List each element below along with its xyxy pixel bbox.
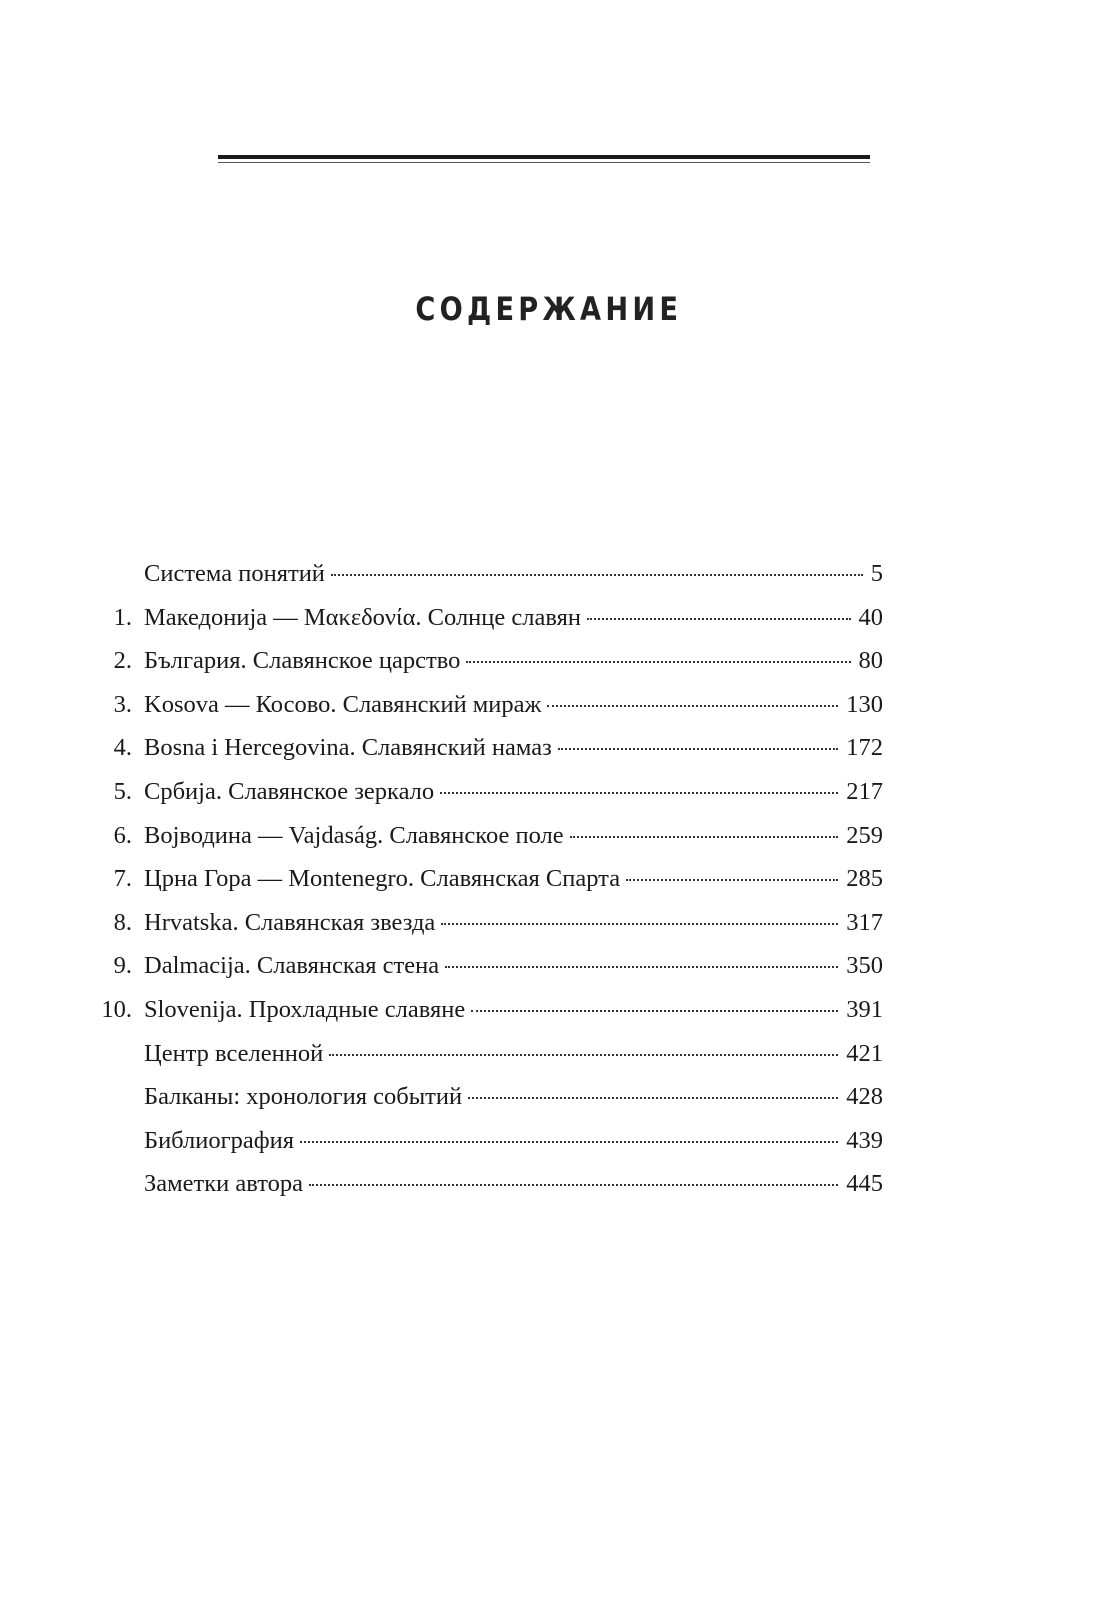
dot-leader bbox=[570, 836, 839, 838]
toc-entry-title: България. Славянское царство bbox=[144, 647, 461, 675]
toc-entry-page: 259 bbox=[846, 821, 883, 849]
toc-entry-title: Система понятий bbox=[144, 560, 325, 587]
toc-entry-page: 217 bbox=[846, 777, 883, 805]
dot-leader bbox=[626, 879, 838, 881]
toc-entry-title: Црна Гора — Montenegro. Славянская Спарта bbox=[144, 865, 621, 893]
toc-entry[interactable] bbox=[88, 857, 883, 901]
toc-entry-title: Центр вселенной bbox=[144, 1039, 324, 1067]
toc-entry[interactable] bbox=[88, 1162, 883, 1206]
toc-entry[interactable] bbox=[88, 1119, 883, 1163]
toc-entry-page: 428 bbox=[846, 1083, 883, 1111]
dot-leader bbox=[441, 923, 838, 925]
toc-entry-title: Dalmacija. Славянская стена bbox=[144, 952, 440, 980]
dot-leader bbox=[329, 1054, 838, 1056]
toc-entry-title: Македонија — Μακεδονία. Солнце славян bbox=[144, 603, 581, 631]
dot-leader bbox=[587, 618, 851, 620]
toc-entry-number: 6. bbox=[113, 821, 132, 849]
toc-entry[interactable] bbox=[88, 944, 883, 988]
toc-entry-number: 1. bbox=[113, 603, 132, 631]
dot-leader bbox=[440, 792, 838, 794]
dot-leader bbox=[300, 1141, 838, 1143]
toc-entry-title: Bosna i Hercegovina. Славянский намаз bbox=[144, 734, 552, 762]
toc-entry-number: 2. bbox=[113, 647, 132, 675]
toc-entry-number: 7. bbox=[113, 865, 132, 893]
dot-leader bbox=[558, 748, 838, 750]
toc-entry[interactable] bbox=[88, 1075, 883, 1119]
toc-entry-page: 285 bbox=[846, 865, 883, 893]
toc-entry[interactable] bbox=[88, 683, 883, 727]
toc-entry-title: Војводина — Vajdaság. Славянское поле bbox=[144, 821, 564, 849]
toc-entry-title: Заметки автора bbox=[144, 1170, 303, 1198]
toc-entry[interactable] bbox=[88, 901, 883, 945]
toc-entry-page: 317 bbox=[846, 908, 883, 936]
dot-leader bbox=[547, 705, 838, 707]
toc-entry[interactable] bbox=[88, 639, 883, 683]
toc-entry-page: 391 bbox=[846, 995, 883, 1023]
toc-entry-number: 3. bbox=[113, 690, 132, 718]
dot-leader bbox=[466, 661, 850, 663]
toc-entry-page: 445 bbox=[846, 1170, 883, 1198]
toc-entry[interactable] bbox=[88, 596, 883, 640]
toc-entry-title: Србија. Славянское зеркало bbox=[144, 777, 435, 805]
toc-entry-number: 4. bbox=[113, 734, 132, 762]
toc-entry-page: 350 bbox=[846, 952, 883, 980]
toc-entry[interactable] bbox=[88, 1032, 883, 1076]
page-title: СОДЕРЖАНИЕ bbox=[415, 290, 683, 328]
toc-entry-page: 421 bbox=[846, 1039, 883, 1067]
toc-entry[interactable] bbox=[88, 552, 883, 596]
toc-entry-number: 8. bbox=[113, 908, 132, 936]
toc-entry-title: Slovenija. Прохладные славяне bbox=[144, 995, 466, 1023]
toc-entry-title: Библиография bbox=[144, 1126, 295, 1154]
toc-entry-number: 5. bbox=[113, 777, 132, 805]
top-rule-thin bbox=[218, 162, 870, 163]
dot-leader bbox=[468, 1097, 838, 1099]
toc-entry-number: 10. bbox=[101, 995, 132, 1023]
dot-leader bbox=[445, 966, 838, 968]
toc-entry-title: Kosova — Косово. Славянский мираж bbox=[144, 690, 542, 718]
toc-entry-number: 9. bbox=[113, 952, 132, 980]
toc-entry-page: 172 bbox=[846, 734, 883, 762]
dot-leader bbox=[309, 1184, 838, 1186]
toc-entry-title: Балканы: хронология событий bbox=[144, 1083, 463, 1111]
toc-entry-page: 40 bbox=[858, 603, 883, 631]
toc-entry-title: Hrvatska. Славянская звезда bbox=[144, 908, 436, 936]
toc-entry-page: 130 bbox=[846, 690, 883, 718]
table-of-contents bbox=[88, 552, 883, 1206]
toc-entry[interactable] bbox=[88, 770, 883, 814]
toc-entry[interactable] bbox=[88, 726, 883, 770]
toc-entry[interactable] bbox=[88, 814, 883, 858]
dot-leader bbox=[331, 574, 863, 576]
dot-leader bbox=[471, 1010, 838, 1012]
toc-entry[interactable] bbox=[88, 988, 883, 1032]
toc-entry-page: 439 bbox=[846, 1126, 883, 1154]
toc-entry-page: 80 bbox=[858, 647, 883, 675]
toc-entry-page: 5 bbox=[870, 560, 883, 587]
top-rule bbox=[218, 155, 870, 159]
